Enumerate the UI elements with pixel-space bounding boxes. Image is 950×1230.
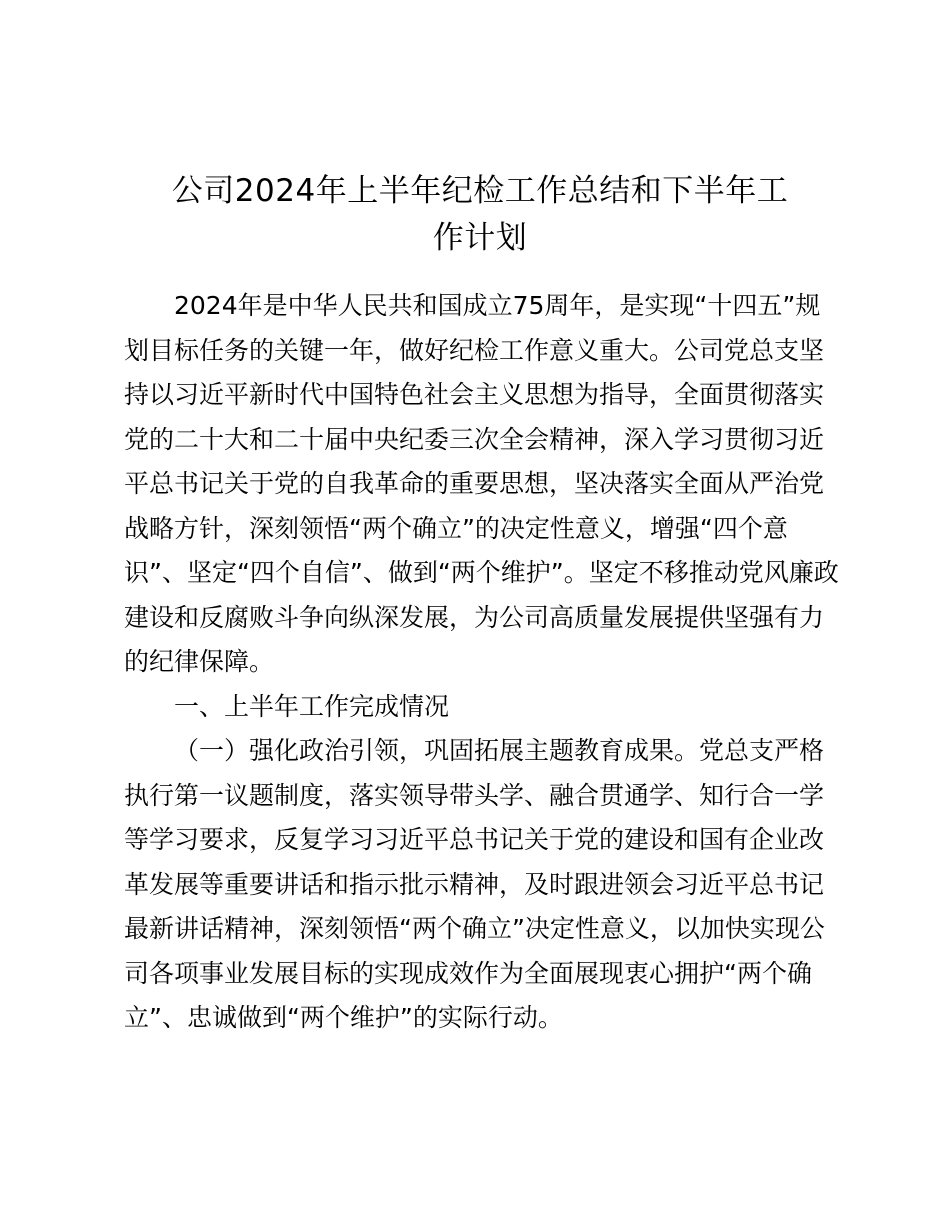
- paragraph-line: 2024年是中华人民共和国成立75周年，是实现“十四五”规: [174, 291, 821, 320]
- paragraph-line: （一）强化政治引领，巩固拓展主题教育成果。党总支严格: [174, 736, 825, 765]
- title-line: 作计划: [432, 220, 528, 256]
- section-heading-text: 一、上半年工作完成情况: [174, 691, 450, 721]
- paragraph-line: 执行第一议题制度，落实领导带头学、融合贯通学、知行合一学: [124, 780, 825, 810]
- paragraph-line: 建设和反腐败斗争向纵深发展，为公司高质量发展提供坚强有力: [124, 602, 825, 632]
- subsection-paragraph: [124, 729, 844, 1041]
- title-line: 公司2024年上半年纪检工作总结和下半年工: [171, 173, 789, 209]
- paragraph-line: 战略方针，深刻领悟“两个确立”的决定性意义，增强“四个意: [124, 513, 788, 543]
- paragraph-line: 划目标任务的关键一年，做好纪检工作意义重大。公司党总支坚: [124, 335, 825, 365]
- paragraph-line: 等学习要求，反复学习习近平总书记关于党的建设和国有企业改: [124, 825, 825, 854]
- paragraph-line: 党的二十大和二十届中央纪委三次全会精神，深入学习贯彻习近: [124, 424, 825, 454]
- paragraph-line: 司各项事业发展目标的实现成效作为全面展现衷心拥护“两个确: [124, 958, 812, 988]
- paragraph-line: 立”、忠诚做到“两个维护”的实际行动。: [124, 1003, 563, 1032]
- paragraph-line: 平总书记关于党的自我革命的重要思想，坚决落实全面从严治党: [124, 469, 825, 498]
- document-body: [124, 284, 844, 1041]
- paragraph-line: 革发展等重要讲话和指示批示精神，及时跟进领会习近平总书记: [124, 869, 825, 899]
- paragraph-line: 最新讲话精神，深刻领悟“两个确立”决定性意义，以加快实现公: [124, 914, 825, 943]
- paragraph-line: 的纪律保障。: [124, 647, 275, 676]
- paragraph-line: 持以习近平新时代中国特色社会主义思想为指导，全面贯彻落实: [124, 380, 825, 409]
- paragraph-line: 识”、坚定“四个自信”、做到“两个维护”。坚定不移推动党风廉政: [124, 558, 839, 587]
- intro-paragraph: [124, 284, 844, 685]
- section-heading: [124, 685, 844, 730]
- document-title: [120, 168, 840, 262]
